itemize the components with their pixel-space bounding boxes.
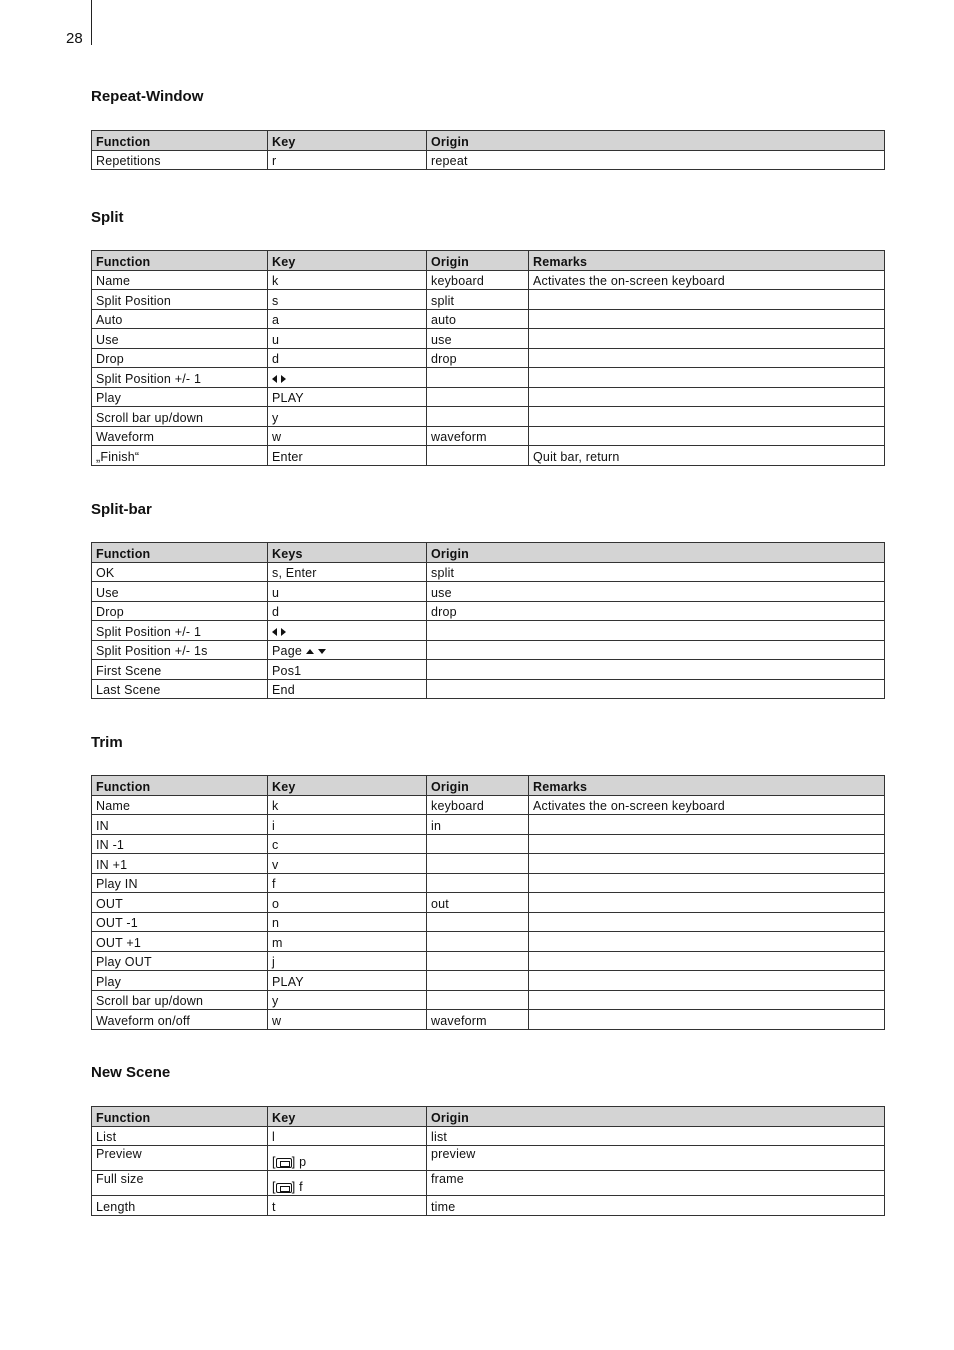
table-header-row <box>92 251 885 271</box>
key-cell: y <box>268 407 427 427</box>
origin-cell <box>427 407 529 427</box>
split-table <box>91 250 885 466</box>
key-cell <box>268 640 427 660</box>
table-row <box>92 309 885 329</box>
function-cell: IN <box>92 815 268 835</box>
origin-cell <box>427 679 885 699</box>
table-row <box>92 1126 885 1146</box>
key-cell: l <box>268 1126 427 1146</box>
key-cell: d <box>268 601 427 621</box>
section-title-split-bar: Split-bar <box>91 501 152 518</box>
table-row <box>92 971 885 991</box>
function-cell: Split Position +/- 1 <box>92 368 268 388</box>
key-cell: t <box>268 1196 427 1216</box>
page-number: 28 <box>66 30 83 47</box>
remarks-cell <box>529 873 885 893</box>
table-row <box>92 407 885 427</box>
remarks-cell <box>529 309 885 329</box>
key-letter: f <box>299 1180 303 1194</box>
remarks-cell <box>529 815 885 835</box>
origin-cell <box>427 912 529 932</box>
function-cell: IN +1 <box>92 854 268 874</box>
table-row <box>92 290 885 310</box>
table-row <box>92 446 885 466</box>
key-cell: Enter <box>268 446 427 466</box>
remarks-cell <box>529 912 885 932</box>
key-cell: Pos1 <box>268 660 427 680</box>
origin-cell: waveform <box>427 1010 529 1030</box>
column-header: Keys <box>268 543 427 563</box>
table-header-row <box>92 776 885 796</box>
section-title-new-scene: New Scene <box>91 1064 171 1081</box>
function-cell: Scroll bar up/down <box>92 990 268 1010</box>
key-letter: p <box>299 1155 307 1169</box>
function-cell: Use <box>92 329 268 349</box>
repeat-window-table <box>91 130 885 170</box>
origin-cell: use <box>427 582 885 602</box>
origin-cell <box>427 660 885 680</box>
table-row <box>92 426 885 446</box>
table-row <box>92 679 885 699</box>
function-cell: Auto <box>92 309 268 329</box>
arrow-down-icon <box>318 649 326 654</box>
remarks-cell <box>529 834 885 854</box>
arrow-up-icon <box>306 649 314 654</box>
remarks-cell <box>529 387 885 407</box>
key-cell: PLAY <box>268 971 427 991</box>
function-cell: Last Scene <box>92 679 268 699</box>
remarks-cell <box>529 951 885 971</box>
key-cell: i <box>268 815 427 835</box>
function-cell: OUT <box>92 893 268 913</box>
section-title-trim: Trim <box>91 734 123 751</box>
key-cell: v <box>268 854 427 874</box>
origin-cell: frame <box>427 1171 885 1196</box>
function-cell: Play OUT <box>92 951 268 971</box>
key-cell: s, Enter <box>268 562 427 582</box>
table-row <box>92 795 885 815</box>
remarks-cell <box>529 893 885 913</box>
key-cell: r <box>268 150 427 170</box>
remarks-cell <box>529 854 885 874</box>
ctrl-key-icon <box>276 1183 292 1193</box>
table-row <box>92 150 885 170</box>
key-cell: End <box>268 679 427 699</box>
function-cell: Split Position +/- 1 <box>92 621 268 641</box>
arrow-right-icon <box>281 375 286 383</box>
function-cell: Play <box>92 971 268 991</box>
remarks-cell <box>529 348 885 368</box>
remarks-cell <box>529 932 885 952</box>
table-row <box>92 990 885 1010</box>
bracket-close: ] <box>291 1155 296 1169</box>
table-row <box>92 815 885 835</box>
origin-cell: keyboard <box>427 795 529 815</box>
function-cell: Scroll bar up/down <box>92 407 268 427</box>
function-cell: Split Position +/- 1s <box>92 640 268 660</box>
key-cell: u <box>268 582 427 602</box>
margin-rule <box>91 0 92 45</box>
origin-cell: preview <box>427 1146 885 1171</box>
function-cell: Name <box>92 795 268 815</box>
table-row <box>92 932 885 952</box>
table-row <box>92 582 885 602</box>
origin-cell: waveform <box>427 426 529 446</box>
key-cell: s <box>268 290 427 310</box>
table-row <box>92 1146 885 1171</box>
column-header: Function <box>92 776 268 796</box>
origin-cell <box>427 990 529 1010</box>
arrow-left-icon <box>272 375 277 383</box>
function-cell: OUT +1 <box>92 932 268 952</box>
function-cell: Drop <box>92 348 268 368</box>
table-row <box>92 562 885 582</box>
column-header: Function <box>92 1107 268 1127</box>
table-row <box>92 912 885 932</box>
key-cell: k <box>268 795 427 815</box>
key-cell <box>268 1171 427 1196</box>
key-cell: k <box>268 270 427 290</box>
function-cell: OUT -1 <box>92 912 268 932</box>
key-cell: u <box>268 329 427 349</box>
table-row <box>92 854 885 874</box>
function-cell: Use <box>92 582 268 602</box>
key-cell: y <box>268 990 427 1010</box>
remarks-cell: Activates the on-screen keyboard <box>529 795 885 815</box>
origin-cell <box>427 971 529 991</box>
remarks-cell <box>529 368 885 388</box>
origin-cell: split <box>427 562 885 582</box>
remarks-cell <box>529 971 885 991</box>
origin-cell <box>427 873 529 893</box>
origin-cell <box>427 932 529 952</box>
origin-cell <box>427 368 529 388</box>
trim-table <box>91 775 885 1030</box>
table-row <box>92 387 885 407</box>
column-header: Key <box>268 776 427 796</box>
key-cell: w <box>268 1010 427 1030</box>
origin-cell <box>427 446 529 466</box>
function-cell: OK <box>92 562 268 582</box>
origin-cell <box>427 854 529 874</box>
remarks-cell: Quit bar, return <box>529 446 885 466</box>
function-cell: Preview <box>92 1146 268 1171</box>
column-header: Key <box>268 131 427 151</box>
origin-cell: out <box>427 893 529 913</box>
table-row <box>92 893 885 913</box>
key-cell: a <box>268 309 427 329</box>
column-header: Origin <box>427 1107 885 1127</box>
column-header: Origin <box>427 131 885 151</box>
table-row <box>92 329 885 349</box>
function-cell: Waveform <box>92 426 268 446</box>
function-cell: Repetitions <box>92 150 268 170</box>
arrow-left-icon <box>272 628 277 636</box>
function-cell: Length <box>92 1196 268 1216</box>
table-row <box>92 621 885 641</box>
column-header: Remarks <box>529 776 885 796</box>
function-cell: „Finish“ <box>92 446 268 466</box>
table-header-row <box>92 543 885 563</box>
origin-cell <box>427 387 529 407</box>
column-header: Remarks <box>529 251 885 271</box>
function-cell: Name <box>92 270 268 290</box>
table-row <box>92 368 885 388</box>
key-cell: PLAY <box>268 387 427 407</box>
table-row <box>92 270 885 290</box>
function-cell: Split Position <box>92 290 268 310</box>
origin-cell: keyboard <box>427 270 529 290</box>
key-cell <box>268 621 427 641</box>
origin-cell: split <box>427 290 529 310</box>
function-cell: Play IN <box>92 873 268 893</box>
column-header: Origin <box>427 543 885 563</box>
key-cell: m <box>268 932 427 952</box>
column-header: Origin <box>427 776 529 796</box>
origin-cell: drop <box>427 601 885 621</box>
table-row <box>92 873 885 893</box>
origin-cell: in <box>427 815 529 835</box>
origin-cell: auto <box>427 309 529 329</box>
table-header-row <box>92 131 885 151</box>
remarks-cell <box>529 1010 885 1030</box>
bracket-open: [ <box>272 1155 276 1169</box>
section-title-split: Split <box>91 209 124 226</box>
table-row <box>92 1171 885 1196</box>
remarks-cell <box>529 290 885 310</box>
bracket-close: ] <box>291 1180 296 1194</box>
table-header-row <box>92 1107 885 1127</box>
key-cell: f <box>268 873 427 893</box>
key-cell: d <box>268 348 427 368</box>
origin-cell <box>427 640 885 660</box>
section-title-repeat-window: Repeat-Window <box>91 88 204 105</box>
origin-cell <box>427 834 529 854</box>
table-row <box>92 601 885 621</box>
remarks-cell: Activates the on-screen keyboard <box>529 270 885 290</box>
column-header: Key <box>268 1107 427 1127</box>
remarks-cell <box>529 329 885 349</box>
column-header: Origin <box>427 251 529 271</box>
column-header: Function <box>92 543 268 563</box>
table-row <box>92 660 885 680</box>
column-header: Function <box>92 131 268 151</box>
table-row <box>92 951 885 971</box>
remarks-cell <box>529 990 885 1010</box>
page-key-label: Page <box>272 644 302 658</box>
arrow-right-icon <box>281 628 286 636</box>
key-cell <box>268 1146 427 1171</box>
function-cell: IN -1 <box>92 834 268 854</box>
function-cell: List <box>92 1126 268 1146</box>
column-header: Function <box>92 251 268 271</box>
key-cell: n <box>268 912 427 932</box>
origin-cell: list <box>427 1126 885 1146</box>
origin-cell: use <box>427 329 529 349</box>
key-cell: w <box>268 426 427 446</box>
remarks-cell <box>529 407 885 427</box>
table-row <box>92 348 885 368</box>
key-cell: c <box>268 834 427 854</box>
origin-cell <box>427 951 529 971</box>
remarks-cell <box>529 426 885 446</box>
function-cell: Drop <box>92 601 268 621</box>
column-header: Key <box>268 251 427 271</box>
table-row <box>92 1010 885 1030</box>
origin-cell: repeat <box>427 150 885 170</box>
origin-cell <box>427 621 885 641</box>
origin-cell: time <box>427 1196 885 1216</box>
key-cell: o <box>268 893 427 913</box>
function-cell: Play <box>92 387 268 407</box>
table-row <box>92 1196 885 1216</box>
bracket-open: [ <box>272 1180 276 1194</box>
new-scene-table <box>91 1106 885 1216</box>
ctrl-key-icon <box>276 1158 292 1168</box>
function-cell: Waveform on/off <box>92 1010 268 1030</box>
table-row <box>92 640 885 660</box>
function-cell: Full size <box>92 1171 268 1196</box>
key-cell <box>268 368 427 388</box>
origin-cell: drop <box>427 348 529 368</box>
key-cell: j <box>268 951 427 971</box>
split-bar-table <box>91 542 885 699</box>
table-row <box>92 834 885 854</box>
function-cell: First Scene <box>92 660 268 680</box>
